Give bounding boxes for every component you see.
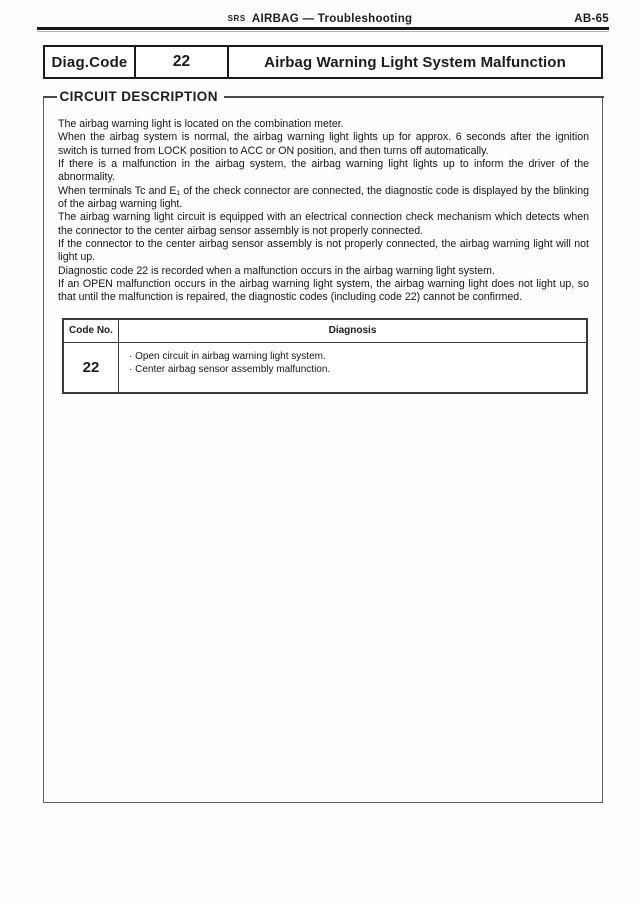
table-cell-code: 22 <box>64 343 119 392</box>
page-header-title <box>0 13 640 25</box>
paragraph: The airbag warning light circuit is equipped with an electrical connection check mechanism which detects when the connector to the center airbag sensor assembly is not properly connected. <box>58 211 589 237</box>
legend-left-rule <box>43 96 57 98</box>
header-srs-label: SRS <box>227 14 246 23</box>
paragraph: If the connector to the center airbag sensor assembly is not properly connected, the airbag warning light will not light up. <box>58 238 589 264</box>
paragraph: When terminals Tc and E₁ of the check connector are connected, the diagnostic code is displayed by the blinking of the airbag warning light. <box>58 184 589 211</box>
table-cell-diagnosis <box>119 343 586 392</box>
diag-code-title: Airbag Warning Light System Malfunction <box>264 53 566 71</box>
diag-code-box <box>43 45 603 79</box>
section-title: CIRCUIT DESCRIPTION <box>59 89 218 104</box>
paragraph: Diagnostic code 22 is recorded when a malfunction occurs in the airbag warning light system. <box>58 264 495 277</box>
circuit-description-body <box>58 118 589 305</box>
paragraph: The airbag warning light is located on the combination meter. <box>58 118 344 130</box>
legend-right-rule <box>224 96 604 98</box>
diagnosis-item: · Center airbag sensor assembly malfunction. <box>129 364 331 376</box>
page-number: AB-65 <box>574 13 609 25</box>
paragraph: When the airbag system is normal, the airbag warning light lights up for approx. 6 seconds after the ignition switch is turned from LOCK position to ACC or ON position, and then turns off automatically. <box>58 131 589 157</box>
circuit-description-heading <box>43 89 604 104</box>
diag-code-value: 22 <box>136 47 229 77</box>
paragraph: If an OPEN malfunction occurs in the airbag warning light system, the airbag warning light does not light up, so that until the malfunction is repaired, the diagnostic codes (including code 22) cannot be confirmed. <box>58 278 589 304</box>
header-section-title: AIRBAG — Troubleshooting <box>251 13 413 25</box>
paragraph: If there is a malfunction in the airbag system, the airbag warning light lights up to inform the driver of the abnormality. <box>58 158 589 184</box>
diag-code-label: Diag.Code <box>45 47 136 77</box>
diagnosis-item: · Open circuit in airbag warning light system. <box>129 350 326 362</box>
table-header-diagnosis: Diagnosis <box>119 320 586 343</box>
circuit-description-section <box>43 89 603 803</box>
header-rule <box>37 27 609 30</box>
table-header-code-no: Code No. <box>64 320 119 343</box>
diagnosis-table <box>62 318 588 394</box>
